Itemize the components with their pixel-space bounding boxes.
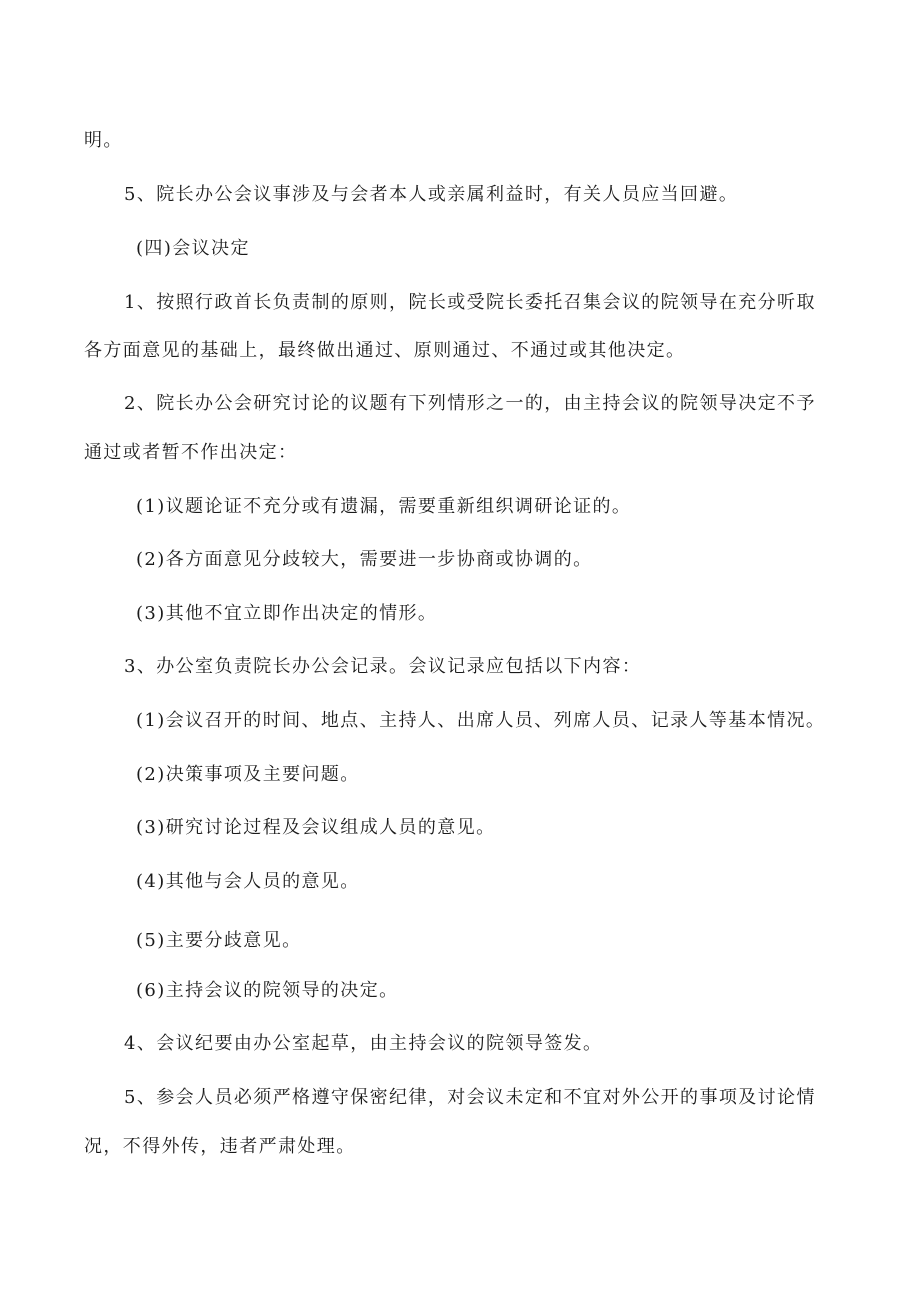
list-item: (1)议题论证不充分或有遗漏，需要重新组织调研论证的。: [136, 496, 632, 517]
section-heading: (四)会议决定: [136, 238, 250, 259]
list-item: (1)会议召开的时间、地点、主持人、出席人员、列席人员、记录人等基本情况。: [136, 710, 826, 731]
list-item: (2)各方面意见分歧较大，需要进一步协商或协调的。: [136, 549, 593, 570]
text-line: 5、参会人员必须严格遵守保密纪律，对会议未定和不宜对外公开的事项及讨论情: [124, 1087, 816, 1108]
list-item: (4)其他与会人员的意见。: [136, 871, 360, 892]
text-line: 各方面意见的基础上，最终做出通过、原则通过、不通过或其他决定。: [84, 340, 686, 361]
list-item: (3)其他不宜立即作出决定的情形。: [136, 603, 438, 624]
list-item: (3)研究讨论过程及会议组成人员的意见。: [136, 817, 496, 838]
list-item: (6)主持会议的院领导的决定。: [136, 980, 399, 1001]
text-line: 5、院长办公会议事涉及与会者本人或亲属利益时，有关人员应当回避。: [124, 184, 739, 205]
list-item: (5)主要分歧意见。: [136, 930, 302, 951]
text-line: 通过或者暂不作出决定：: [84, 442, 298, 463]
text-line: 明。: [84, 130, 123, 151]
list-item: (2)决策事项及主要问题。: [136, 764, 360, 785]
text-line: 况，不得外传，违者严肃处理。: [84, 1136, 356, 1157]
text-line: 2、院长办公会研究讨论的议题有下列情形之一的，由主持会议的院领导决定不予: [124, 393, 816, 414]
text-line: 3、办公室负责院长办公会记录。会议记录应包括以下内容：: [124, 656, 642, 677]
text-line: 4、会议纪要由办公室起草，由主持会议的院领导签发。: [124, 1033, 603, 1054]
text-line: 1、按照行政首长负责制的原则，院长或受院长委托召集会议的院领导在充分听取: [124, 292, 816, 313]
